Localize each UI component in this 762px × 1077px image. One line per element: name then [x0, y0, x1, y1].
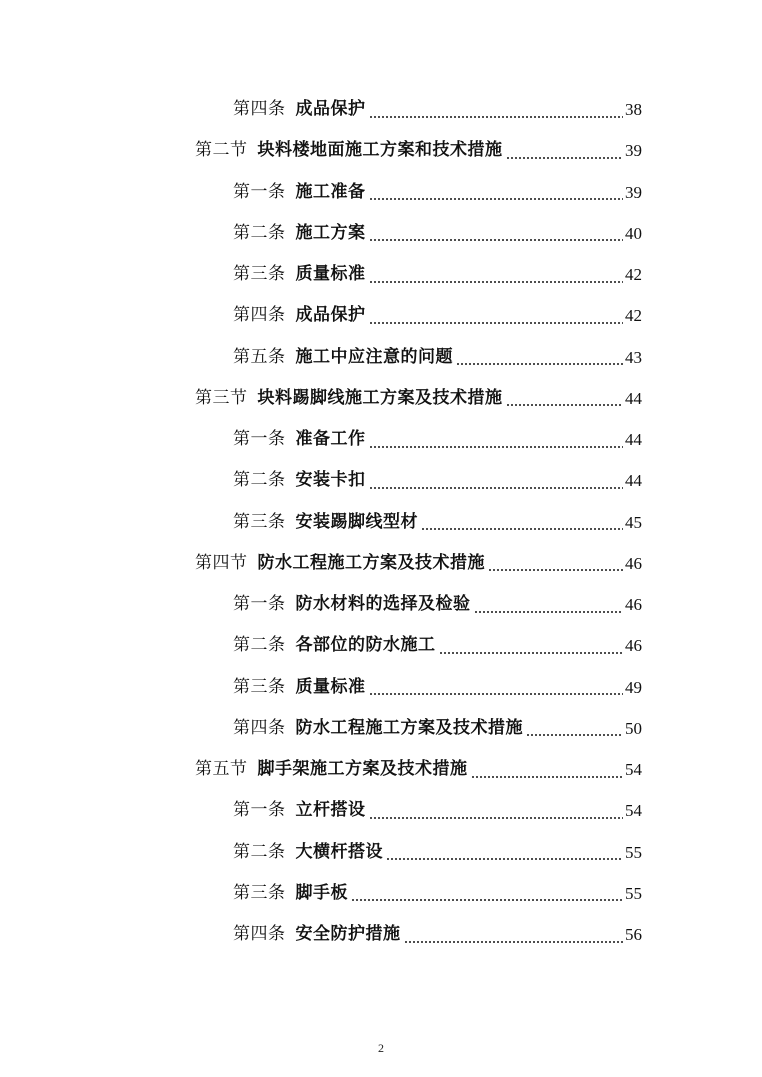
toc-entry-title: 块料踢脚线施工方案及技术措施	[257, 387, 503, 408]
toc-entry-label: 第三条	[233, 264, 286, 285]
toc-entry-chapter[interactable]	[0, 543, 762, 584]
toc-entry-title: 立杆搭设	[295, 800, 366, 821]
toc-entry-label: 第三条	[233, 882, 286, 903]
toc-entry-section[interactable]	[0, 89, 762, 130]
toc-entry-label: 第三条	[233, 676, 286, 697]
toc-entry-section[interactable]	[0, 172, 762, 213]
toc-entry-label: 第一条	[233, 181, 286, 202]
toc-entry-page: 56	[625, 925, 642, 945]
toc-entry-chapter[interactable]	[0, 378, 762, 419]
dot-leader	[488, 562, 623, 572]
toc-entry-section[interactable]	[0, 667, 762, 708]
dot-leader	[526, 727, 623, 737]
toc-entry-page: 38	[625, 100, 642, 120]
dot-leader	[369, 232, 624, 242]
toc-entry-title: 成品保护	[295, 99, 366, 120]
toc-entry-label: 第一条	[233, 800, 286, 821]
dot-leader	[369, 191, 624, 201]
toc-entry-page: 45	[625, 512, 642, 532]
dot-leader	[474, 604, 624, 614]
dot-leader	[471, 769, 624, 779]
toc-entry-section[interactable]	[0, 708, 762, 749]
dot-leader	[369, 439, 624, 449]
toc-entry-title: 脚手架施工方案及技术措施	[257, 759, 468, 780]
toc-entry-section[interactable]	[0, 832, 762, 873]
toc-entry-label: 第二条	[233, 841, 286, 862]
toc-entry-section[interactable]	[0, 213, 762, 254]
toc-entry-label: 第四条	[233, 305, 286, 326]
toc-entry-section[interactable]	[0, 419, 762, 460]
dot-leader	[369, 686, 624, 696]
toc-entry-section[interactable]	[0, 295, 762, 336]
toc-entry-title: 施工中应注意的问题	[295, 346, 453, 367]
toc-entry-page: 43	[625, 347, 642, 367]
toc-entry-title: 安装卡扣	[295, 470, 366, 491]
toc-entry-title: 质量标准	[295, 676, 366, 697]
toc-entry-title: 块料楼地面施工方案和技术措施	[257, 140, 503, 161]
toc-entry-section[interactable]	[0, 873, 762, 914]
toc-entry-page: 49	[625, 677, 642, 697]
toc-entry-title: 防水材料的选择及检验	[295, 594, 471, 615]
toc-entry-label: 第二条	[233, 222, 286, 243]
toc-entry-page: 40	[625, 223, 642, 243]
toc-entry-page: 44	[625, 430, 642, 450]
table-of-contents	[0, 89, 762, 955]
dot-leader	[439, 645, 624, 655]
toc-entry-page: 55	[625, 842, 642, 862]
toc-entry-title: 成品保护	[295, 305, 366, 326]
dot-leader	[506, 150, 624, 160]
dot-leader	[369, 315, 624, 325]
toc-entry-page: 44	[625, 388, 642, 408]
toc-entry-chapter[interactable]	[0, 749, 762, 790]
toc-entry-label: 第二条	[233, 635, 286, 656]
toc-entry-label: 第五条	[233, 346, 286, 367]
toc-entry-page: 54	[625, 801, 642, 821]
page-number: 2	[378, 1041, 384, 1055]
toc-entry-section[interactable]	[0, 625, 762, 666]
toc-entry-label: 第一条	[233, 429, 286, 450]
toc-entry-chapter[interactable]	[0, 130, 762, 171]
toc-entry-title: 施工准备	[295, 181, 366, 202]
dot-leader	[351, 892, 623, 902]
toc-entry-page: 54	[625, 760, 642, 780]
toc-entry-title: 施工方案	[295, 222, 366, 243]
toc-entry-page: 42	[625, 265, 642, 285]
toc-entry-title: 准备工作	[295, 429, 366, 450]
toc-entry-page: 39	[625, 141, 642, 161]
dot-leader	[369, 274, 624, 284]
toc-entry-page: 46	[625, 595, 642, 615]
toc-entry-label: 第二条	[233, 470, 286, 491]
toc-entry-title: 质量标准	[295, 264, 366, 285]
toc-entry-section[interactable]	[0, 502, 762, 543]
toc-entry-page: 44	[625, 471, 642, 491]
toc-entry-title: 各部位的防水施工	[295, 635, 436, 656]
toc-entry-section[interactable]	[0, 254, 762, 295]
dot-leader	[421, 521, 623, 531]
toc-entry-section[interactable]	[0, 584, 762, 625]
toc-entry-section[interactable]	[0, 790, 762, 831]
toc-entry-page: 39	[625, 182, 642, 202]
toc-entry-title: 安装踢脚线型材	[295, 511, 418, 532]
dot-leader	[456, 356, 623, 366]
toc-entry-label: 第四条	[233, 99, 286, 120]
toc-entry-label: 第四节	[195, 552, 248, 573]
dot-leader	[386, 851, 623, 861]
dot-leader	[369, 810, 624, 820]
toc-entry-label: 第四条	[233, 924, 286, 945]
dot-leader	[506, 397, 624, 407]
toc-entry-label: 第一条	[233, 594, 286, 615]
toc-entry-section[interactable]	[0, 337, 762, 378]
toc-entry-section[interactable]	[0, 914, 762, 955]
toc-entry-title: 脚手板	[295, 882, 348, 903]
toc-entry-section[interactable]	[0, 460, 762, 501]
toc-entry-page: 55	[625, 883, 642, 903]
toc-entry-page: 50	[625, 718, 642, 738]
toc-entry-label: 第二节	[195, 140, 248, 161]
dot-leader	[404, 934, 624, 944]
toc-entry-title: 安全防护措施	[295, 924, 401, 945]
toc-entry-label: 第四条	[233, 717, 286, 738]
toc-entry-label: 第三节	[195, 387, 248, 408]
toc-entry-page: 46	[625, 636, 642, 656]
toc-entry-label: 第三条	[233, 511, 286, 532]
toc-entry-title: 防水工程施工方案及技术措施	[257, 552, 485, 573]
dot-leader	[369, 480, 624, 490]
toc-entry-title: 防水工程施工方案及技术措施	[295, 717, 523, 738]
toc-entry-page: 42	[625, 306, 642, 326]
toc-entry-label: 第五节	[195, 759, 248, 780]
dot-leader	[369, 109, 624, 119]
toc-entry-title: 大横杆搭设	[295, 841, 383, 862]
toc-entry-page: 46	[625, 553, 642, 573]
